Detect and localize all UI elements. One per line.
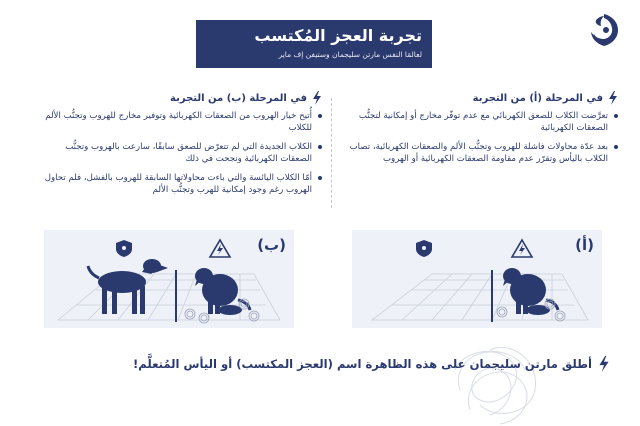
list-item: أمّا الكلاب اليائسة والتي باءت محاولاتها السابقة للهروب بالفشل، فلم تحاول الهروب رغم وجود إمكانية للهرب وتجنُّب الألم <box>38 172 322 196</box>
page-title: تجربة العجز المُكتسب <box>254 26 422 45</box>
panel-b-label: (ب) <box>257 236 286 254</box>
shield-icon <box>416 240 432 257</box>
lightning-bolt-icon <box>598 356 610 372</box>
phase-b-bullets <box>38 110 322 196</box>
shield-icon <box>116 240 132 257</box>
lightning-bolt-icon <box>608 91 618 105</box>
phase-a-heading-text: في المرحلة (أ) من التجربة <box>472 92 603 104</box>
phase-a-section <box>340 90 618 172</box>
panel-a-label: (أ) <box>575 236 594 254</box>
phase-b-heading-text: في المرحلة (ب) من التجربة <box>170 92 307 104</box>
title-banner <box>196 20 432 68</box>
illustration-panel-b <box>44 230 294 328</box>
floor-grid <box>58 274 280 320</box>
phase-a-bullets <box>340 110 618 165</box>
list-item: بعد عدّة محاولات فاشلة للهروب وتجنُّب الألم والصعقات الكهربائية، تصاب الكلاب باليأس وتقرّر عدم مقاومة الصعقات الكهربائية أو الهروب <box>340 141 618 165</box>
standing-dog-icon <box>88 259 168 314</box>
sitting-dog-icon <box>503 268 558 315</box>
column-divider <box>331 98 332 208</box>
experiment-scene-a <box>352 230 602 328</box>
sitting-dog-icon <box>195 268 250 315</box>
list-item: تعرَّضت الكلاب للصعق الكهربائي مع عدم توفّر مخارج أو إمكانية لتجنُّب الصعقات الكهربائية <box>340 110 618 134</box>
aljazeera-logo-icon <box>584 10 624 50</box>
footer-text: أطلق مارتن سليجمان على هذه الظاهرة اسم (العجز المكتسب) أو اليأس المُتعلَّم! <box>133 357 592 371</box>
phase-a-heading <box>340 90 618 106</box>
list-item: الكلاب الجديدة التي لم تتعرّض للصعق سابقًا، سارعت بالهروب وتجنُّب الصعقات الكهربائية ونجحت في ذلك <box>38 141 322 165</box>
electric-warning-icon <box>210 240 230 257</box>
phase-b-heading <box>38 90 322 106</box>
phase-b-section <box>38 90 322 203</box>
lightning-bolt-icon <box>312 91 322 105</box>
illustration-panel-a <box>352 230 602 328</box>
footer-statement <box>40 356 610 372</box>
page-subtitle: لعالمَا النفس مارتن سليجمان وستيفن إف ماير <box>278 50 422 59</box>
electric-warning-icon <box>512 240 532 257</box>
scribble-decoration-icon <box>440 320 550 426</box>
list-item: أُتيح خيار الهروب من الصعقات الكهربائية وتوفير مخارج للهروب وتجنُّب الألم للكلاب <box>38 110 322 134</box>
